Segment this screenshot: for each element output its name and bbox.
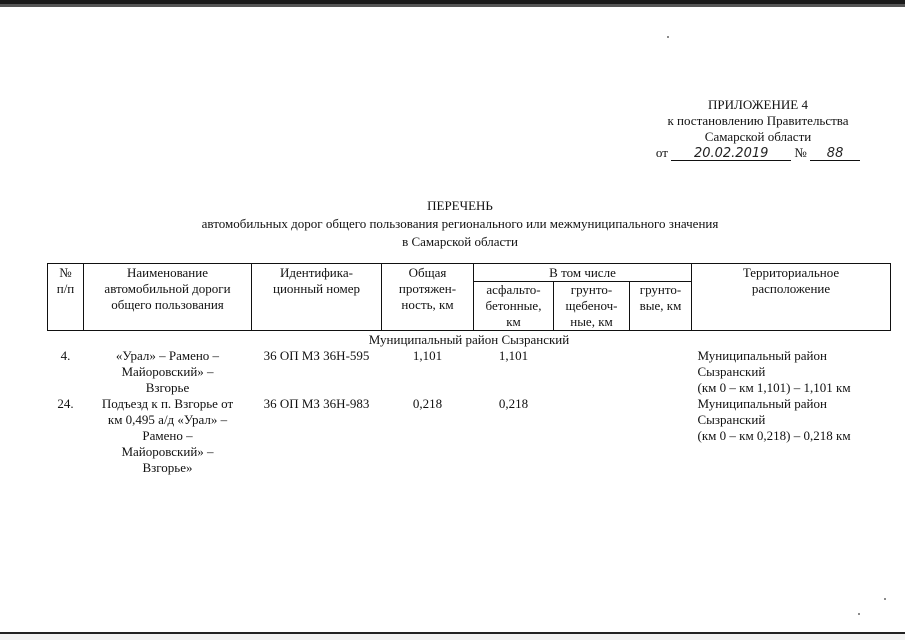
road-gravel [554,348,630,396]
road-length: 1,101 [412,348,443,363]
road-ground [630,348,692,396]
document-subtitle-1: автомобильных дорог общего пользования регионального или межмуниципального значения [201,216,719,231]
header-asphalt: асфальто- бетонные, км [474,282,554,331]
scan-speck [858,613,860,615]
document-title: ПЕРЕЧЕНЬ [427,198,493,213]
handwritten-date: 20.02.2019 [671,148,791,161]
road-asphalt: 1,101 [498,348,529,363]
table-row [48,396,891,476]
appendix-title: ПРИЛОЖЕНИЕ 4 [708,97,808,112]
road-territory: Муниципальный район Сызранский (км 0 – км 0,218) – 0,218 км [697,396,851,443]
row-number: 4. [60,348,71,363]
road-name: Подъезд к п. Взгорье от км 0,495 а/д «Урал» – Рамено – Майоровский» – Взгорье» [101,396,234,475]
header-total-length: Общая протяжен- ность, км [382,264,474,331]
road-length: 0,218 [412,396,443,411]
header-road-name: Наименование автомобильной дороги общего пользования [84,264,252,331]
scan-top-shadow [0,4,905,7]
scan-bottom-margin [0,634,905,640]
road-id: 36 ОП МЗ 36Н-983 [263,396,370,411]
table-row [48,348,891,396]
header-ground: грунто- вые, км [630,282,692,331]
from-label: от [655,145,668,160]
appendix-line-2: Самарской области [704,129,812,144]
road-territory: Муниципальный район Сызранский (км 0 – км 1,101) – 1,101 км [697,348,851,395]
header-including: В том числе [474,264,692,282]
road-gravel [554,396,630,476]
header-id-number: Идентифика- ционный номер [252,264,382,331]
scan-speck [667,36,669,38]
appendix-signature-line [618,145,898,161]
road-id: 36 ОП МЗ 36Н-595 [263,348,370,363]
row-number: 24. [57,396,74,411]
header-territory: Территориальное расположение [692,264,891,331]
scan-speck [884,598,886,600]
header-gravel: грунто- щебеноч- ные, км [554,282,630,331]
district-heading: Муниципальный район Сызранский [368,332,570,347]
road-asphalt: 0,218 [498,396,529,411]
appendix-line-1: к постановлению Правительства [667,113,849,128]
header-num: № п/п [48,264,84,331]
table-header [48,264,891,331]
handwritten-number: 88 [810,148,860,161]
road-name: «Урал» – Рамено – Майоровский» – Взгорье [115,348,220,395]
document-title-block [100,197,820,251]
document-subtitle-2: в Самарской области [402,234,518,249]
appendix-block [618,97,898,161]
roads-table [47,263,891,476]
number-label: № [794,145,807,160]
road-ground [630,396,692,476]
